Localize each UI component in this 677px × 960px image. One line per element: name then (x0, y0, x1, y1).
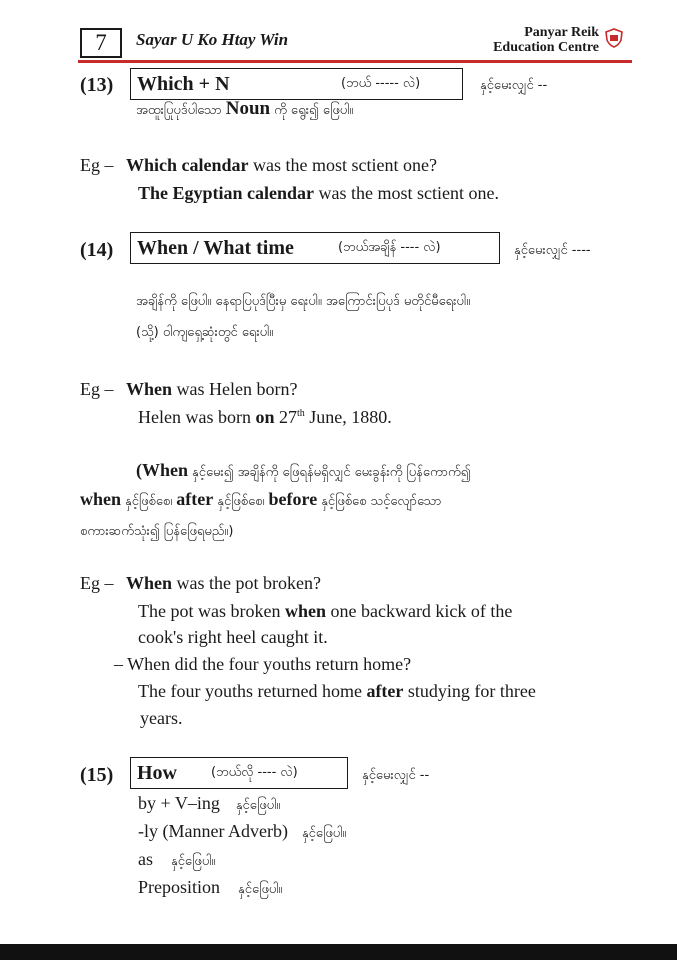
section-13-question-bold: Which calendar (126, 155, 249, 175)
note-text-1: နှင့်မေး၍ အချိန်ကို ဖြေရန်မရှိလျှင် မေးခွန်းကို ပြန်ကောက်၍ (192, 465, 471, 480)
section-14-answer2-bold: when (284, 601, 326, 621)
section-14-answer (138, 407, 392, 428)
section-13-answer-bold: The Egyptian calendar (138, 183, 315, 203)
section-13-suffix: နှင့်မေးလျှင် -- (480, 78, 548, 93)
section-14-answer2-start: The pot was broken (138, 601, 281, 621)
section-15-item (138, 793, 280, 816)
section-14-meaning: (ဘယ်အချိန် ---- လဲ) (338, 240, 441, 255)
note-text-4: နှင့်ဖြစ်စေ သင့်လျော်သော (321, 494, 442, 509)
section-14-answer-2 (138, 601, 512, 622)
section-14-suffix: နှင့်မေးလျှင် ---- (514, 243, 591, 258)
section-14-question-2 (126, 573, 321, 594)
section-14-answer2-end: one backward kick of the (330, 601, 513, 621)
section-13-noun: Noun (225, 98, 271, 119)
section-14-answer-day: 27 (278, 407, 297, 427)
section-15-item (138, 849, 215, 872)
section-13-eg-label: Eg – (80, 155, 114, 175)
note-after: after (176, 489, 214, 509)
section-15-item (138, 821, 346, 844)
section-14-answer3-start: The four youths returned home (138, 681, 362, 701)
note-when-2: when (80, 489, 122, 509)
item-text: -ly (Manner Adverb) (138, 821, 288, 841)
section-14-question-rest: was Helen born? (176, 379, 298, 399)
section-14-explanation-1: အချိန်ကို ဖြေပါ။ နေရာပြပုဒ်ပြီးမှ ရေးပါ။ အကြောင်းပြပုဒ် မတိုင်မီရေးပါ။ (136, 294, 471, 309)
section-15-keyword-box (130, 757, 348, 789)
section-13-number: (13) (80, 74, 114, 96)
item-note: နှင့်ဖြေပါ။ (301, 826, 347, 841)
section-14-eg-label: Eg – (80, 379, 114, 399)
section-14-answer3-end: studying for three (407, 681, 536, 701)
item-note: နှင့်ဖြေပါ။ (235, 798, 281, 813)
publisher-line-1: Panyar Reik (524, 25, 599, 40)
section-14-eg2-label: Eg – (80, 573, 114, 593)
section-14-question-3: – When did the four youths return home? (114, 654, 412, 674)
section-13-line2-my: အထူးပြုပုဒ်ပါသော (136, 103, 222, 118)
section-14-question (126, 379, 297, 400)
item-text: by + V–ing (138, 793, 220, 813)
section-13-keyword: Which + N (137, 73, 230, 95)
section-13-question (126, 155, 437, 176)
section-14-explanation-2: (သို့) ဝါကျရှေ့ဆုံးတွင် ရေးပါ။ (136, 325, 274, 340)
section-15-suffix: နှင့်မေးလျှင် -- (362, 768, 430, 783)
section-15-item (138, 877, 282, 900)
section-14-note-line-1 (136, 460, 470, 483)
note-when-1: (When (136, 460, 189, 480)
note-text-3: နှင့်ဖြစ်စေ၊ (217, 494, 265, 509)
section-14-question-bold: When (126, 379, 173, 399)
bottom-bar (0, 944, 677, 960)
section-14-note-line-3: စကားဆက်သုံး၍ ပြန်ဖြေရမည်။) (80, 524, 234, 539)
section-14-answer-sup: th (296, 408, 305, 419)
shield-logo-icon (604, 28, 624, 48)
section-15-number: (15) (80, 764, 114, 786)
item-text: as (138, 849, 153, 869)
section-14-number: (14) (80, 239, 114, 261)
section-13-meaning: (ဘယ် ----- လဲ) (341, 76, 421, 91)
section-14-question2-rest: was the pot broken? (176, 573, 321, 593)
section-14-answer-bold: on (255, 407, 275, 427)
section-13-line-2 (136, 98, 353, 121)
section-13-question-rest: was the most sctient one? (253, 155, 437, 175)
section-13-keyword-box (130, 68, 463, 100)
section-14-answer-2-line-2: cook's right heel caught it. (138, 627, 328, 647)
section-13-line2-end: ကို ရွေး၍ ဖြေပါ။ (274, 103, 354, 118)
section-14-keyword-box (130, 232, 500, 264)
note-before: before (268, 489, 318, 509)
item-note: နှင့်ဖြေပါ။ (171, 854, 216, 869)
section-15-meaning: (ဘယ်လို ---- လဲ) (211, 765, 298, 780)
section-14-keyword: When / What time (137, 237, 294, 259)
section-13-answer (138, 183, 499, 204)
item-note: နှင့်ဖြေပါ။ (238, 882, 283, 897)
section-14-answer-3-line-2: years. (140, 708, 183, 728)
section-14-answer-3 (138, 681, 536, 702)
section-14-answer-end: June, 1880. (309, 407, 392, 427)
item-text: Preposition (138, 877, 221, 897)
section-15-keyword: How (137, 762, 177, 784)
section-14-answer3-bold: after (366, 681, 404, 701)
section-14-question2-bold: When (126, 573, 173, 593)
header-rule (78, 60, 632, 63)
book-title: Sayar U Ko Htay Win (136, 30, 289, 49)
page-number: 7 (80, 28, 122, 58)
note-text-2: နှင့်ဖြစ်စေ၊ (125, 494, 173, 509)
section-14-note-line-2 (80, 489, 441, 512)
section-13-answer-rest: was the most sctient one. (318, 183, 499, 203)
section-14-answer-start: Helen was born (138, 407, 251, 427)
publisher-line-2: Education Centre (493, 40, 599, 55)
